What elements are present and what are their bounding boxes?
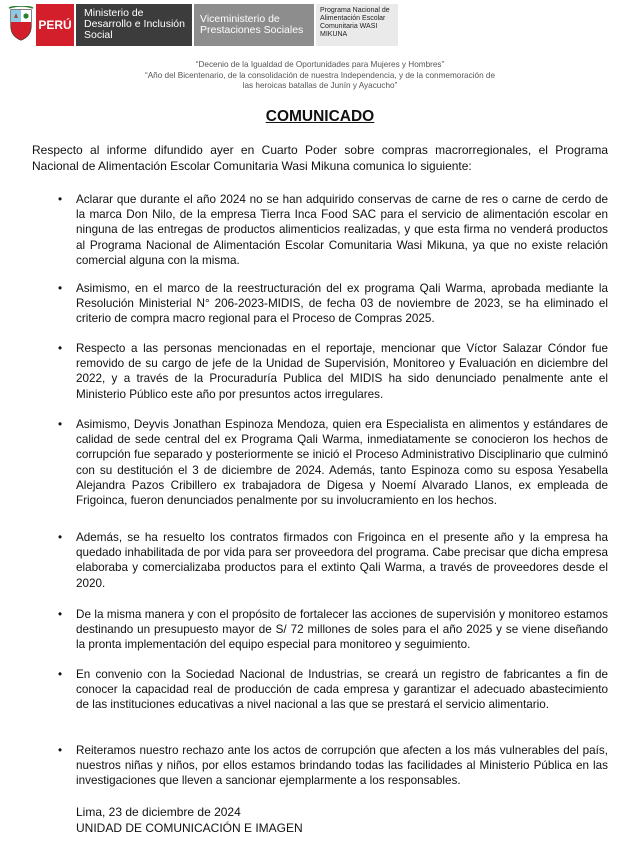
intro-paragraph: Respecto al informe difundido ayer en Cuarto Poder sobre compras macrorregionales, el Programa Nacional de Alimentación Escolar Comunitaria Wasi Mikuna comunica lo siguiente:: [32, 143, 608, 173]
program-name: Programa Nacional de Alimentación Escolar Comunitaria WASI MIKUNA: [320, 7, 390, 38]
decenio-line-3: las heroicas batallas de Junín y Ayacucho”: [242, 81, 398, 90]
bullet-icon: •: [58, 744, 63, 757]
list-item-text: De la misma manera y con el propósito de fortalecer las acciones de supervisión y monitoreo estamos destinando un presupuesto mayor de S/ 72 millones de soles para el año 2025 y se viene diseñando la pronta implementación del equipo especial para monitoreo y seguimiento.: [76, 608, 608, 652]
bullet-icon: •: [58, 282, 63, 295]
issuing-unit: UNIDAD DE COMUNICACIÓN E IMAGEN: [76, 820, 303, 835]
list-item-text: En convenio con la Sociedad Nacional de Industrias, se creará un registro de fabricantes a fin de conocer la capacidad real de producción de cada empresa y garantizar el adecuado abastecimiento de las instituciones educativas a nivel nacional a las que se prestará el servicio alimentario.: [76, 668, 608, 712]
list-item: [58, 743, 608, 789]
signature-block: [76, 805, 303, 836]
list-item: [58, 281, 608, 327]
list-item-text: Aclarar que durante el año 2024 no se han adquirido conservas de carne de res o carne de cerdo de la marca Don Nilo, de la empresa Tierra Inca Food SAC para el servicio de alimentación escolar en ninguna de las entregas de productos alimenticios realizadas, y que esta firma no venderá productos al Programa Nacional de Alimentación Escolar Comunitaria Wasi Mikuna, ya que no existe relación comercial alguna con la misma.: [76, 193, 608, 267]
decenio-line-1: “Decenio de la Igualdad de Oportunidades para Mujeres y Hombres”: [195, 60, 445, 69]
bullet-icon: •: [58, 193, 63, 206]
peru-brand-block: [36, 4, 74, 46]
bullet-icon: •: [58, 342, 63, 355]
ministry-name: Ministerio de Desarrollo e Inclusión Social: [84, 7, 185, 41]
document-title: COMUNICADO: [265, 108, 375, 125]
list-item: [58, 667, 608, 713]
bullet-icon: •: [58, 668, 63, 681]
place-date: Lima, 23 de diciembre de 2024: [76, 805, 241, 819]
bullet-icon: •: [58, 418, 63, 431]
list-item-text: Respecto a las personas mencionadas en el reportaje, mencionar que Víctor Salazar Cóndor fue removido de su cargo de jefe de la Unidad de Supervisión, Monitoreo y Evaluación en diciembre del 2022, y a través de la Procuraduría Publica del MIDIS ha sido denunciado penalmente ante el Ministerio Público este año por presuntos actos irregulares.: [76, 342, 608, 401]
list-item-text: Asimismo, Deyvis Jonathan Espinoza Mendoza, quien era Especialista en alimentos y estándares de calidad de sede central del ex Programa Qali Warma, inmediatamente se conocieron los hechos de corrupción fue separado y posteriormente se inició el Proceso Administrativo Disciplinario que culminó con su destitución el 3 de diciembre de 2024. Además, tanto Espinoza como su esposa Yesabella Alejandra Pazos Cribillero ex trabajadora de Digesa y Noemí Alvarado Llanos, ex empleada de Frigoinca, fueron denunciados penalmente por su involucramiento en los hechos.: [76, 418, 608, 508]
list-item: [58, 341, 608, 402]
list-item: [58, 530, 608, 591]
viceministry-block: [192, 4, 314, 46]
program-block: [314, 4, 398, 46]
decenio-motto: [0, 60, 640, 92]
list-item-text: Asimismo, en el marco de la reestructuración del ex programa Qali Warma, aprobada mediante la Resolución Ministerial N° 206-2023-MIDIS, de fecha 03 de noviembre de 2023, se ha eliminado el criterio de compra macro regional para el Proceso de Compras 2025.: [76, 282, 608, 326]
peru-coat-of-arms-icon: [6, 4, 36, 44]
list-item: [58, 192, 608, 268]
bullet-icon: •: [58, 531, 63, 544]
list-item: [58, 417, 608, 508]
peru-label: PERÚ: [38, 18, 72, 32]
decenio-line-2: “Año del Bicentenario, de la consolidación de nuestra Independencia, y de la conmemoración de: [144, 70, 495, 80]
viceministry-name: Viceministerio de Prestaciones Sociales: [200, 13, 304, 36]
list-item-text: Además, se ha resuelto los contratos firmados con Frigoinca en el presente año y la empresa ha quedado inhabilitada de por vida para ser proveedora del programa. Cabe precisar que dicha empresa elaboraba y comercializaba productos para el extinto Qali Warma, a través de proveedores desde el 2020.: [76, 531, 608, 590]
ministry-block: [74, 4, 192, 46]
list-item: [58, 607, 608, 653]
header-logos: [6, 4, 398, 46]
bullet-icon: •: [58, 608, 63, 621]
list-item-text: Reiteramos nuestro rechazo ante los actos de corrupción que afecten a los más vulnerables del país, nuestros niñas y niños, por ellos estamos brindando todas las facilidades al Ministerio Pública en las investigaciones que lleven a sancionar ejemplarmente a los responsables.: [76, 744, 608, 788]
